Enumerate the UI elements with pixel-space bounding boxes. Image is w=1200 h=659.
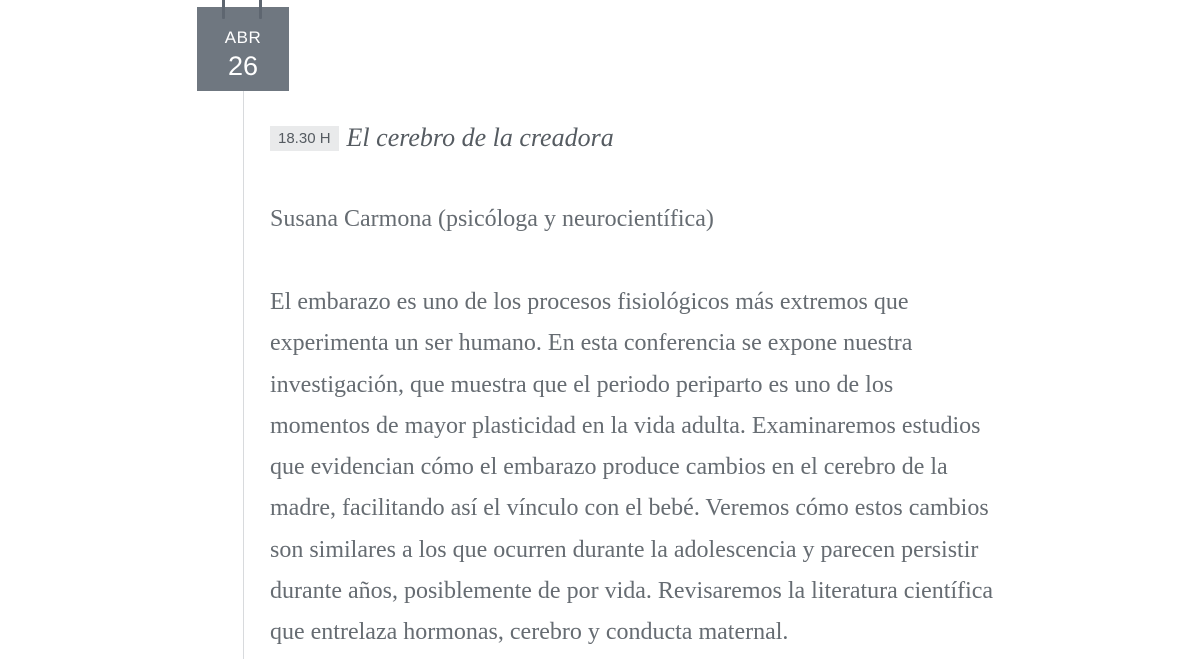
- date-day: 26: [227, 51, 259, 81]
- timeline-divider: [243, 91, 244, 659]
- calendar-ring-icon: [259, 0, 262, 19]
- event-header: [270, 118, 614, 158]
- event-description: El embarazo es uno de los procesos fisiológicos más extremos que experimenta un ser humano. En esta conferencia se expone nuestra investigación, que muestra que el periodo periparto es uno de los momentos de mayor plasticidad en la vida adulta. Examinaremos estudios que evidencian cómo el embarazo produce cambios en el cerebro de la madre, facilitando así el vínculo con el bebé. Veremos cómo estos cambios son similares a los que ocurren durante la adolescencia y parecen persistir durante años, posiblemente de por vida. Revisaremos la literatura científica que entrelaza hormonas, cerebro y conducta maternal.: [270, 289, 994, 646]
- calendar-ring-icon: [222, 0, 225, 19]
- calendar-date-badge: [197, 7, 289, 91]
- event-time-badge: 18.30 H: [270, 126, 339, 151]
- date-month: ABR: [224, 28, 262, 47]
- event-title: El cerebro de la creadora: [346, 123, 614, 152]
- event-speaker: Susana Carmona (psicóloga y neurocientífica): [270, 206, 714, 232]
